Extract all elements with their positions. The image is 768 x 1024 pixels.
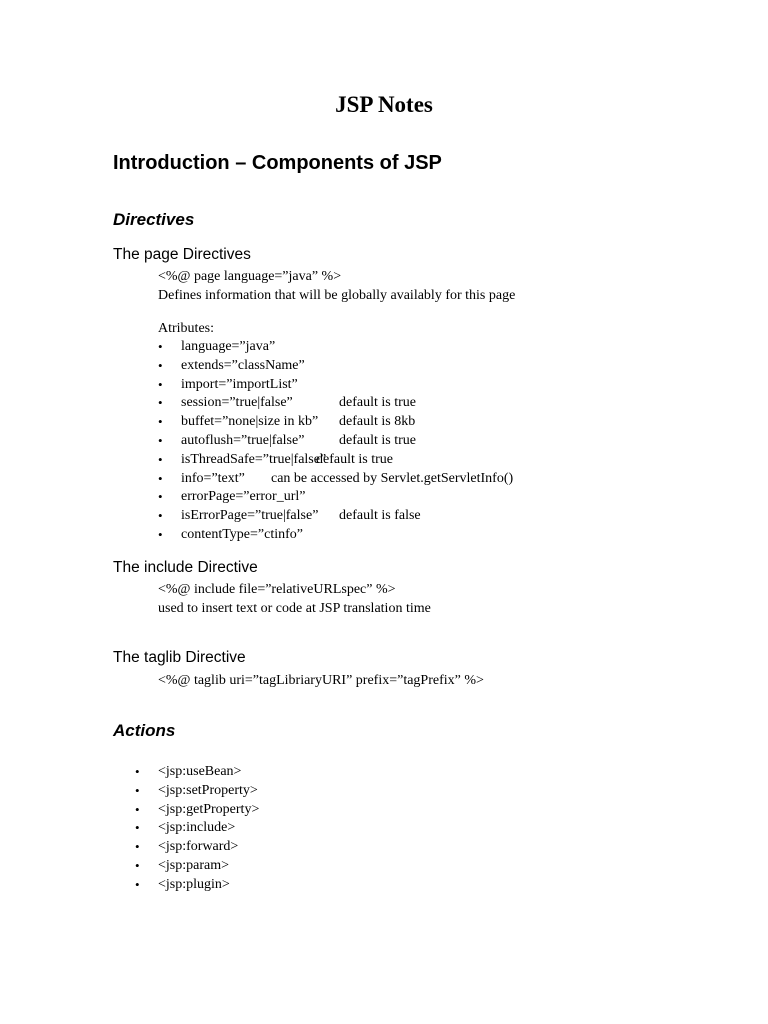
action-tag: <jsp:useBean> (158, 764, 242, 779)
page-directive-syntax: <%@ page language=”java” %> (158, 269, 342, 284)
bullet-icon: • (158, 414, 163, 430)
include-directive-description: used to insert text or code at JSP translation time (158, 601, 431, 616)
attribute-name: language=”java” (181, 339, 276, 354)
bullet-icon: • (135, 839, 140, 855)
list-item (135, 819, 259, 838)
action-tag: <jsp:getProperty> (158, 801, 260, 817)
attribute-name: autoflush=”true|false” (181, 432, 305, 448)
attribute-note: can be accessed by Servlet.getServletInfo() (271, 470, 514, 486)
bullet-icon: • (158, 489, 163, 505)
bullet-icon: • (158, 357, 163, 373)
attribute-note: default is 8kb (339, 414, 416, 430)
action-tag: <jsp:setProperty> (158, 782, 258, 798)
list-item (158, 451, 393, 470)
bullet-icon: • (135, 764, 140, 779)
action-tag: <jsp:forward> (158, 839, 239, 855)
list-item (158, 488, 326, 507)
intro-heading: Introduction – Components of JSP (113, 152, 442, 174)
attribute-name: buffet=”none|size in kb” (181, 414, 319, 430)
document-title: JSP Notes (335, 92, 433, 117)
attribute-note: default is true (339, 432, 416, 448)
list-item (158, 507, 421, 526)
page-directive-heading: The page Directives (113, 246, 251, 263)
list-item (135, 782, 259, 801)
bullet-icon: • (135, 782, 140, 798)
action-tag: <jsp:include> (158, 820, 236, 836)
attribute-name: contentType=”ctinfo” (181, 526, 303, 542)
attribute-name: info=”text” (181, 470, 245, 486)
bullet-icon: • (135, 820, 140, 836)
list-item (135, 801, 259, 820)
bullet-icon: • (158, 508, 163, 524)
directives-heading: Directives (113, 210, 195, 229)
attribute-name: isThreadSafe=”true|false” (181, 451, 327, 467)
actions-list (135, 763, 259, 895)
taglib-directive-heading: The taglib Directive (113, 649, 246, 666)
list-item (158, 413, 416, 432)
include-directive-syntax: <%@ include file=”relativeURLspec” %> (158, 582, 396, 597)
attribute-name: errorPage=”error_url” (181, 489, 306, 505)
attribute-note: default is true (316, 451, 393, 467)
list-item (158, 394, 416, 413)
list-item (158, 432, 416, 451)
list-item (135, 763, 259, 782)
list-item (135, 857, 259, 876)
attribute-note: default is false (339, 508, 421, 524)
bullet-icon: • (158, 432, 163, 448)
bullet-icon: • (158, 376, 163, 392)
attribute-name: extends=”className” (181, 357, 305, 373)
action-tag: <jsp:plugin> (158, 876, 230, 892)
list-item (135, 838, 259, 857)
attributes-list (158, 338, 514, 545)
attribute-name: isErrorPage=”true|false” (181, 508, 319, 524)
page-directive-description: Defines information that will be globally availably for this page (158, 288, 516, 303)
actions-heading: Actions (113, 721, 176, 740)
list-item (158, 357, 326, 376)
action-tag: <jsp:param> (158, 857, 229, 873)
attribute-note: default is true (339, 395, 416, 411)
bullet-icon: • (158, 470, 163, 486)
bullet-icon: • (158, 339, 163, 354)
list-item (158, 470, 514, 489)
bullet-icon: • (135, 857, 140, 873)
bullet-icon: • (158, 451, 163, 467)
list-item (135, 876, 259, 895)
list-item (158, 338, 326, 357)
include-directive-heading: The include Directive (113, 559, 258, 576)
attribute-name: session=”true|false” (181, 395, 293, 411)
list-item (158, 376, 326, 395)
bullet-icon: • (135, 801, 140, 817)
list-item (158, 526, 326, 545)
bullet-icon: • (135, 876, 140, 892)
bullet-icon: • (158, 526, 163, 542)
bullet-icon: • (158, 395, 163, 411)
attributes-label: Atributes: (158, 321, 214, 336)
attribute-name: import=”importList” (181, 376, 298, 392)
taglib-directive-syntax: <%@ taglib uri=”tagLibriaryURI” prefix=”tagPrefix” %> (158, 673, 484, 688)
